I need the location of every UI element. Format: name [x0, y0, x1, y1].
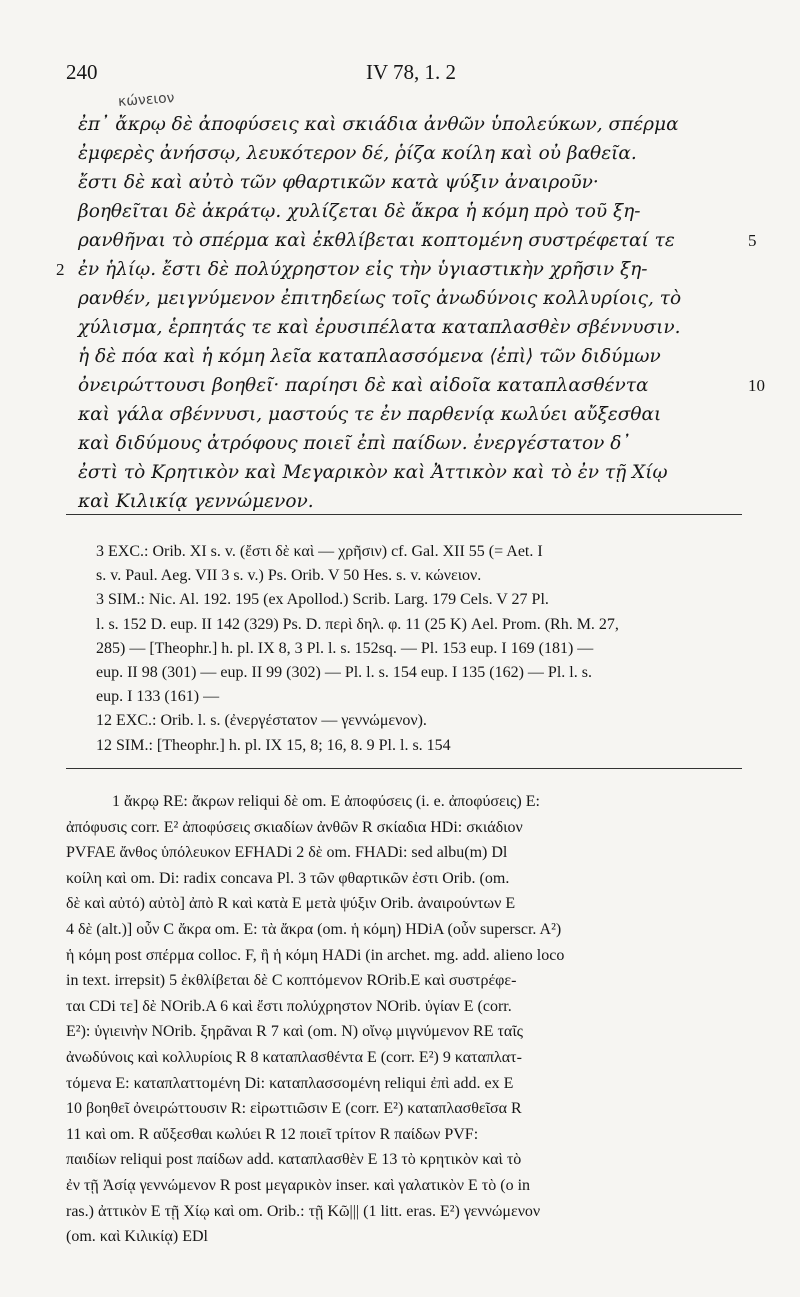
- line-number: 10: [748, 376, 765, 395]
- apparatus-line: 1 ἄκρῳ RE: ἄκρων reliqui δὲ om. E ἀποφύσεις (i. e. ἀποφύσεις) E:: [112, 793, 540, 810]
- testimonia-line: 3 SIM.: Nic. Al. 192. 195 (ex Apollod.) Scrib. Larg. 179 Cels. V 27 Pl.: [96, 591, 549, 609]
- text-line-content: καὶ διδύμους ἀτρόφους ποιεῖ ἐπὶ παίδων. ἐνεργέστατον δ᾽: [78, 433, 631, 454]
- text-line: [78, 284, 718, 313]
- testimonia-line: l. s. 152 D. eup. II 142 (329) Ps. D. περὶ δηλ. φ. 11 (25 K) Ael. Prom. (Rh. M. 27,: [96, 615, 619, 633]
- page-header: [66, 60, 740, 90]
- page-number: 240: [66, 60, 98, 84]
- text-line-content: ὀνειρώττουσι βοηθεῖ· παρίησι δὲ καὶ αἰδοῖα καταπλασθέντα: [78, 375, 649, 396]
- text-line-content: ἔστι δὲ καὶ αὐτὸ τῶν φθαρτικῶν κατὰ ψύξιν ἀναιροῦν·: [78, 172, 599, 193]
- text-line-content: χύλισμα, ἑρπητάς τε καὶ ἐρυσιπέλατα καταπλασθὲν σβέννυσιν.: [78, 317, 681, 338]
- text-line: [78, 168, 718, 197]
- text-line: [78, 371, 765, 400]
- apparatus-line: 10 βοηθεῖ ὀνειρώττουσιν R: εἰρωττιῶσιν E (corr. E²) καταπλασθεῖσα R: [66, 1100, 522, 1118]
- testimonia-line: 12 SIM.: [Theophr.] h. pl. IX 15, 8; 16, 8. 9 Pl. l. s. 154: [96, 736, 451, 754]
- testimonia-line: s. v. Paul. Aeg. VII 3 s. v.) Ps. Orib. V 50 Hes. s. v. κώνειον.: [96, 567, 482, 585]
- testimonia-line: eup. II 98 (301) — eup. II 99 (302) — Pl. l. s. 154 eup. I 135 (162) — Pl. l. s.: [96, 663, 592, 681]
- text-line: [78, 313, 718, 342]
- testimonia-notes: [96, 540, 746, 758]
- text-line: [78, 226, 757, 255]
- running-head: IV 78, 1. 2: [366, 60, 457, 84]
- apparatus-line: 4 δὲ (alt.)] οὖν C ἄκρα om. E: τὰ ἄκρα (om. ἡ κόμη) HDiA (οὖν superscr. A²): [66, 920, 562, 938]
- main-greek-text: [56, 110, 765, 516]
- apparatus-line: ἐν τῇ Ἀσίᾳ γεννώμενον R post μεγαρικὸν inser. καὶ γαλατικὸν E τὸ (o in: [66, 1176, 531, 1194]
- apparatus-line: E²): ὑγιεινὴν NOrib. ξηρᾶναι R 7 καὶ (om. N) οἴνῳ μιγνύμενον RE ταῖς: [66, 1023, 523, 1041]
- apparatus-line: ἡ κόμη post σπέρμα colloc. F, ἢ ἡ κόμη HADi (in archet. mg. add. alieno loco: [66, 946, 565, 964]
- apparatus-line: ται CDi τε] δὲ NOrib.A 6 καὶ ἔστι πολύχρηστον NOrib. ὑγίαν E (corr.: [66, 997, 512, 1015]
- text-line-content: ἐμφερὲς ἀνήσσῳ, λευκότερον δέ, ῥίζα κοίλη καὶ οὐ βαθεῖα.: [78, 143, 637, 164]
- apparatus-line: τόμενα E: καταπλαττομένη Di: καταπλασσομένη reliqui ἐπὶ add. ex E: [66, 1074, 514, 1092]
- text-line-content: ἐστὶ τὸ Κρητικὸν καὶ Μεγαρικὸν καὶ Ἀττικὸν καὶ τὸ ἐν τῇ Χίῳ: [78, 462, 668, 483]
- text-line: [78, 487, 718, 516]
- text-line: [78, 342, 718, 371]
- text-line-content: καὶ γάλα σβέννυσι, μαστούς τε ἐν παρθενίᾳ κωλύει αὔξεσθαι: [78, 404, 662, 425]
- line-number: 5: [748, 231, 757, 250]
- left-margin-number: 2: [56, 260, 65, 279]
- text-line: [56, 255, 718, 284]
- text-line: [78, 110, 718, 139]
- text-line-content: ρανθέν, μειγνύμενον ἐπιτηδείως τοῖς ἀνωδύνοις κολλυρίοις, τὸ: [78, 288, 682, 309]
- testimonia-line: 285) — [Theophr.] h. pl. IX 8, 3 Pl. l. s. 152sq. — Pl. 153 eup. I 169 (181) —: [96, 639, 594, 657]
- text-line-content: ἡ δὲ πόα καὶ ἡ κόμη λεῖα καταπλασσόμενα ⟨ἐπὶ⟩ τῶν διδύμων: [78, 346, 661, 367]
- testimonia-line: eup. I 133 (161) —: [96, 688, 220, 706]
- apparatus-line: (om. καὶ Κιλικίᾳ) EDl: [66, 1228, 208, 1246]
- testimonia-line: 3 EXC.: Orib. XI s. v. (ἔστι δὲ καὶ — χρῆσιν) cf. Gal. XII 55 (= Aet. I: [96, 543, 543, 560]
- apparatus-line: ἀπόφυσις corr. E² ἀποφύσεις σκιαδίων ἀνθῶν R σκίαδια HDi: σκιάδιον: [66, 818, 523, 836]
- apparatus-line: κοίλη καὶ om. Di: radix concava Pl. 3 τῶν φθαρτικῶν ἐστι Orib. (om.: [66, 869, 510, 887]
- apparatus-line: ἀνωδύνοις καὶ κολλυρίοις R 8 καταπλασθέντα E (corr. E²) 9 καταπλατ-: [66, 1048, 522, 1066]
- text-line-content: βοηθεῖται δὲ ἀκράτῳ. χυλίζεται δὲ ἄκρα ἡ κόμη πρὸ τοῦ ξη-: [78, 201, 641, 222]
- text-line: [78, 429, 718, 458]
- handwritten-marginal-note: κώνειον: [117, 90, 175, 110]
- text-line-content: καὶ Κιλικίᾳ γεννώμενον.: [78, 491, 314, 512]
- apparatus-line: παιδίων reliqui post παίδων add. καταπλασθὲν E 13 τὸ κρητικὸν καὶ τὸ: [66, 1151, 522, 1169]
- apparatus-line: 11 καὶ om. R αὔξεσθαι κωλύει R 12 ποιεῖ τρίτον R παίδων PVF:: [66, 1125, 479, 1143]
- divider-rule: [66, 514, 742, 515]
- apparatus-line: PVFAE ἄνθος ὑπόλευκον EFHADi 2 δὲ om. FHADi: sed albu(m) Dl: [66, 844, 508, 862]
- apparatus-line: ras.) ἀττικὸν E τῇ Χίῳ καὶ om. Orib.: τῇ Κῶ||| (1 litt. eras. E²) γεννώμενον: [66, 1202, 541, 1220]
- apparatus-line: δὲ καὶ αὐτό) αὐτὸ] ἀπὸ R καὶ κατὰ E μετὰ ψύξιν Orib. ἀναιρούντων E: [66, 895, 516, 913]
- text-line-content: ἐπ᾽ ἄκρῳ δὲ ἀποφύσεις καὶ σκιάδια ἀνθῶν ὑπολεύκων, σπέρμα: [78, 114, 679, 135]
- critical-apparatus: [66, 790, 746, 1251]
- text-line-content: ἐν ἡλίῳ. ἔστι δὲ πολύχρηστον εἰς τὴν ὑγιαστικὴν χρῆσιν ξη-: [78, 259, 648, 280]
- text-line: [78, 139, 718, 168]
- apparatus-line: in text. irrepsit) 5 ἐκθλίβεται δὲ C κοπτόμενον ROrib.E καὶ συστρέφε-: [66, 972, 517, 990]
- text-line-content: ρανθῆναι τὸ σπέρμα καὶ ἐκθλίβεται κοπτομένη συστρέφεταί τε: [78, 230, 675, 251]
- text-line: [78, 197, 718, 226]
- testimonia-line: 12 EXC.: Orib. l. s. (ἐνεργέστατον — γεννώμενον).: [96, 712, 427, 730]
- text-line: [78, 400, 718, 429]
- divider-rule: [66, 768, 742, 769]
- text-line: [78, 458, 718, 487]
